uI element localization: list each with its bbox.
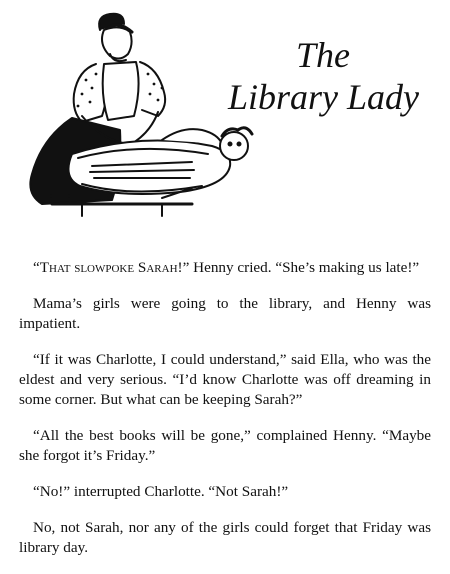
smallcaps-opening: That slowpoke Sarah (39, 259, 178, 276)
open-quote: “ (33, 259, 40, 276)
chapter-title-line-1: The (296, 35, 350, 75)
paragraph-1 (19, 258, 431, 278)
paragraph-4: “All the best books will be gone,” complained Henny. “Maybe she forgot it’s Friday.” (19, 427, 431, 464)
paragraph-2: Mama’s girls were going to the library, and Henny was impatient. (19, 295, 431, 332)
chapter-title (226, 34, 436, 118)
story-text (19, 258, 431, 574)
paragraph-5: “No!” interrupted Charlotte. “Not Sarah!” (33, 483, 289, 500)
chapter-title-line-2: Library Lady (228, 77, 420, 117)
paragraph-6: No, not Sarah, nor any of the girls could forget that Friday was library day. (19, 519, 431, 556)
paragraph-3: “If it was Charlotte, I could understand,” said Ella, who was the eldest and very serious. “I’d know Charlotte was off dreaming in some corner. But what can be keeping Sarah?” (19, 351, 431, 408)
paragraph-1-rest: !” Henny cried. “She’s making us late!” (177, 259, 420, 276)
